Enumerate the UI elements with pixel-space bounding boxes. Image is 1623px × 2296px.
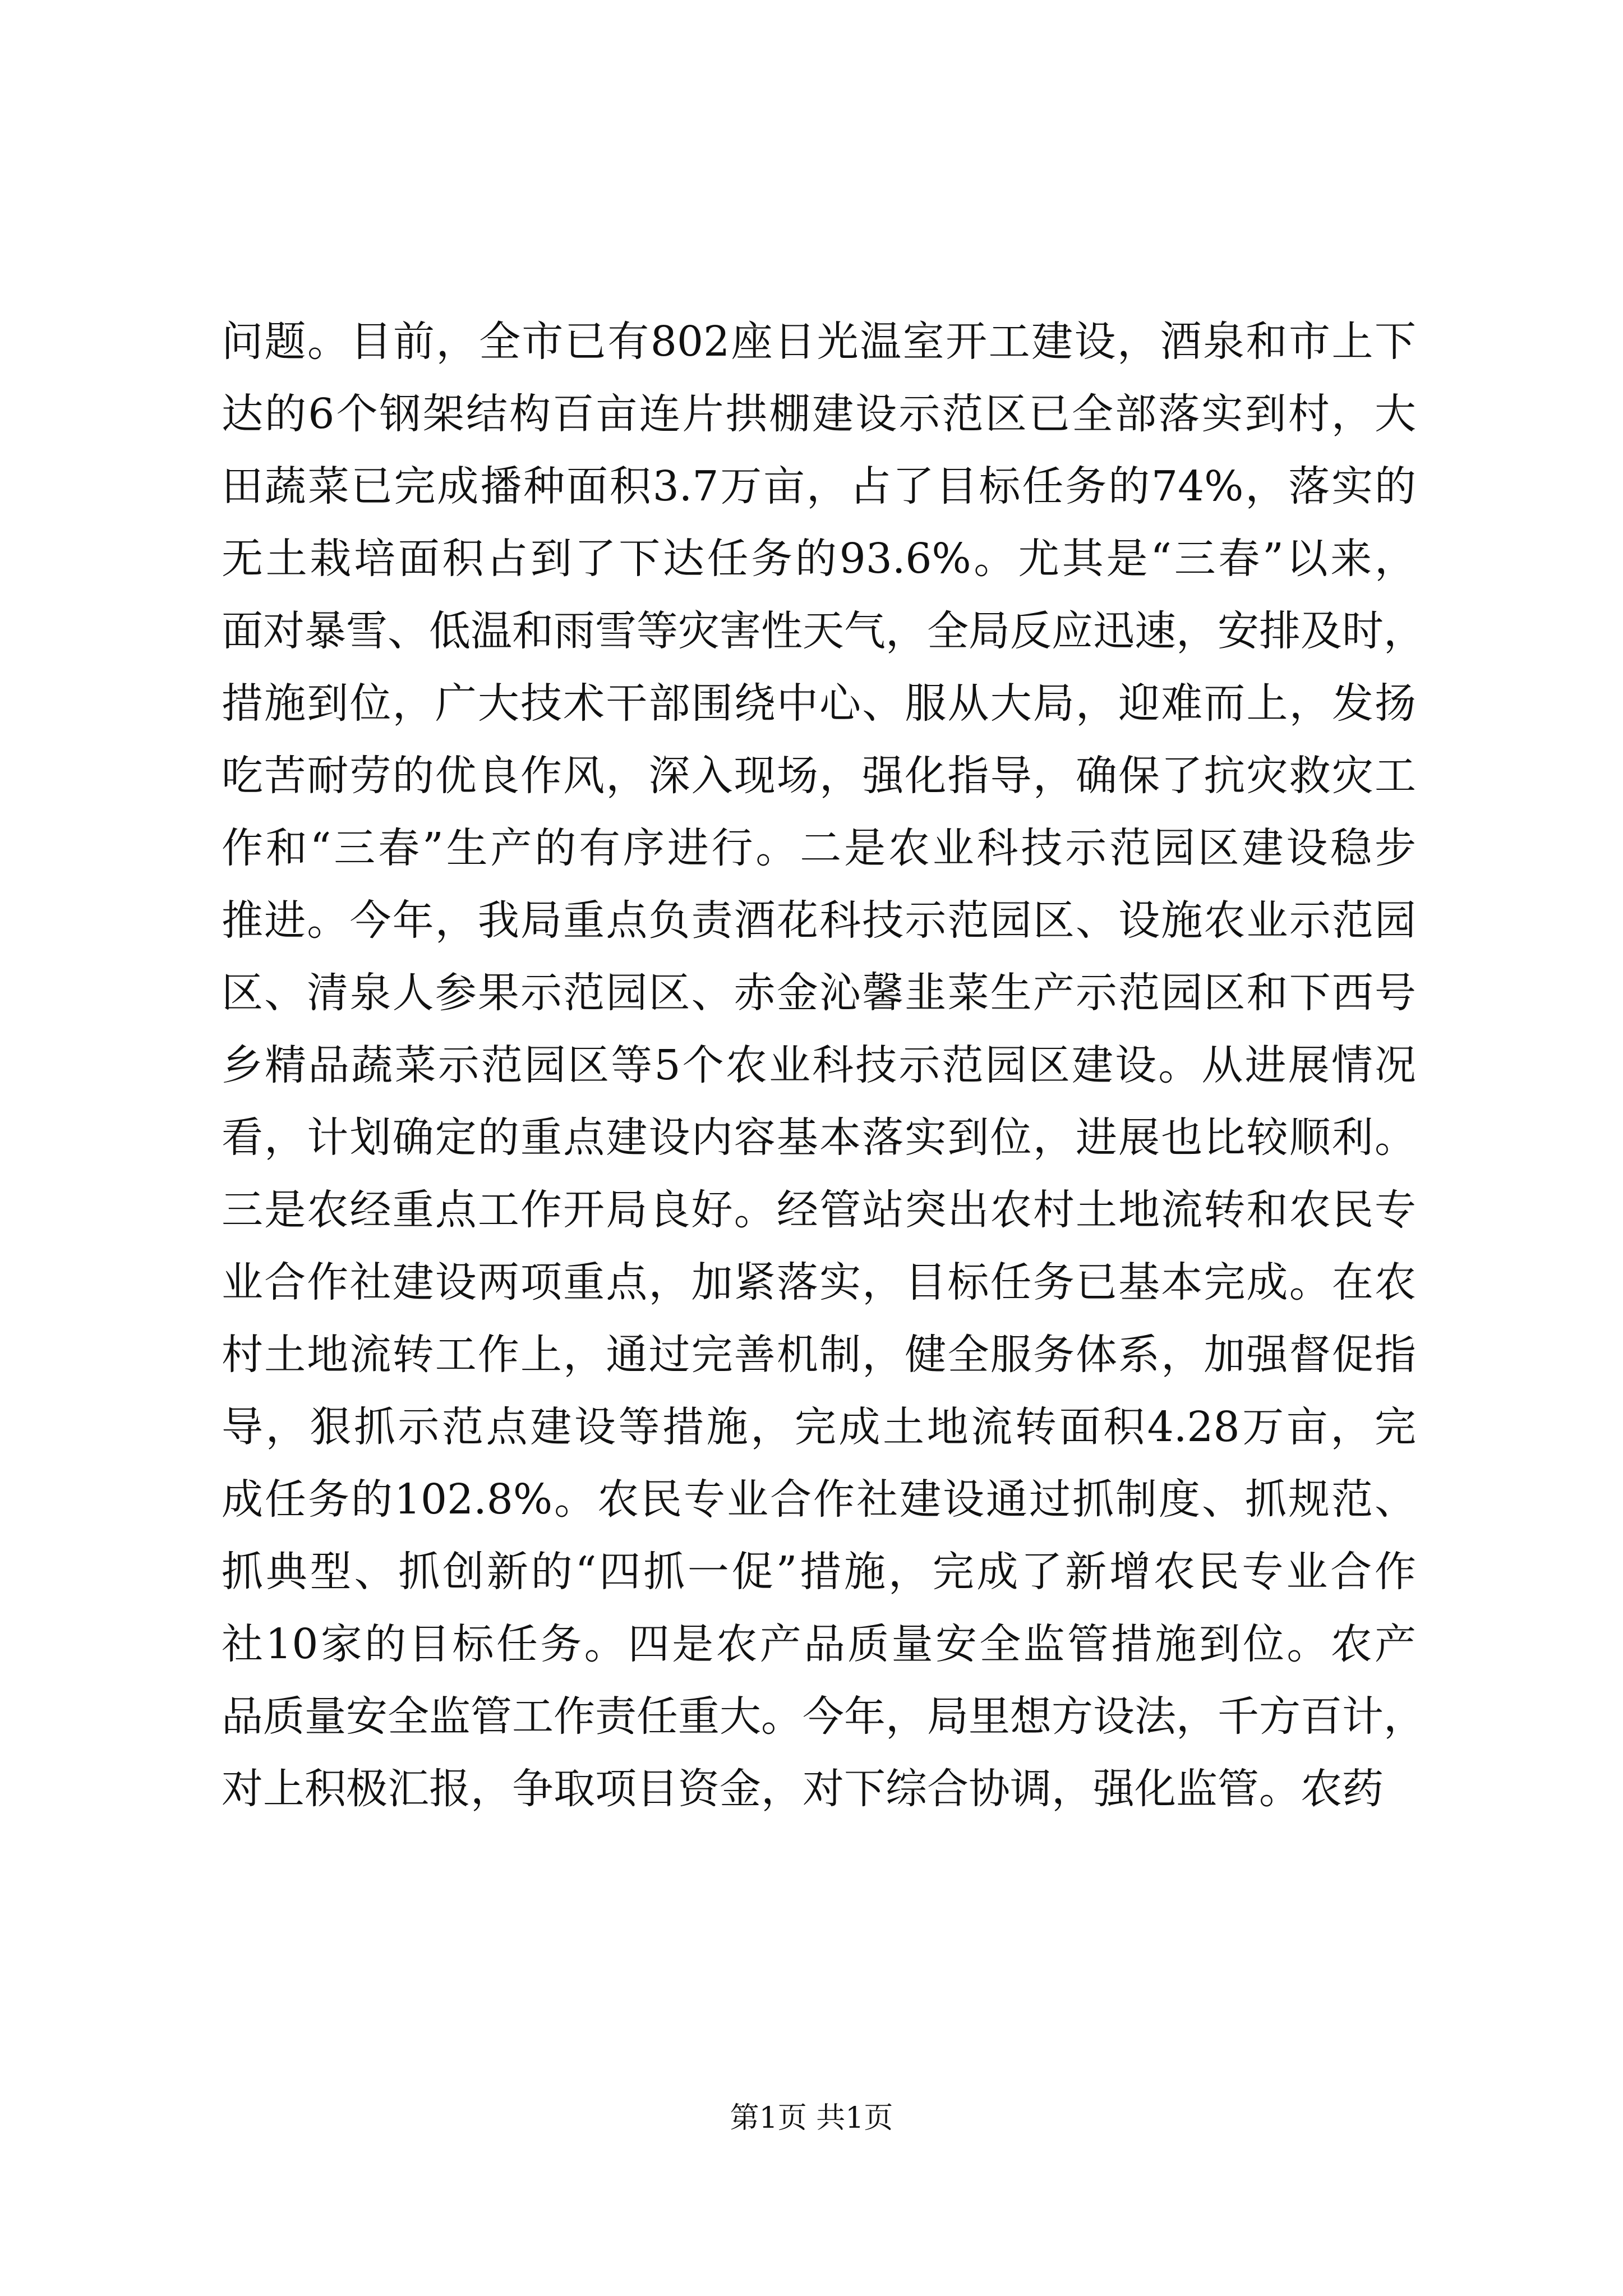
text-line: 业合作社建设两项重点，加紧落实，目标任务已基本完成。在农 [222,1258,1416,1306]
text-line: 对上积极汇报，争取项目资金，对下综合协调，强化监管。农药 [222,1765,1384,1813]
text-line: 村土地流转工作上，通过完善机制，健全服务体系，加强督促指 [222,1331,1416,1379]
text-line: 看，计划确定的重点建设内容基本落实到位，进展也比较顺利。 [222,1114,1416,1162]
text-line: 问题。目前，全市已有802座日光温室开工建设，酒泉和市上下 [222,318,1416,366]
text-line: 社10家的目标任务。四是农产品质量安全监管措施到位。农产 [222,1620,1416,1668]
text-line: 三是农经重点工作开局良好。经管站突出农村土地流转和农民专 [222,1186,1416,1234]
text-line: 推进。今年，我局重点负责酒花科技示范园区、设施农业示范园 [222,896,1416,945]
text-line: 抓典型、抓创新的“四抓一促”措施，完成了新增农民专业合作 [222,1548,1416,1596]
text-line: 面对暴雪、低温和雨雪等灾害性天气，全局反应迅速，安排及时， [222,607,1425,655]
text-line: 作和“三春”生产的有序进行。二是农业科技示范园区建设稳步 [222,824,1416,872]
text-line: 达的6个钢架结构百亩连片拱棚建设示范区已全部落实到村，大 [222,390,1416,438]
text-line: 田蔬菜已完成播种面积3.7万亩，占了目标任务的74%，落实的 [222,462,1416,510]
text-line: 导，狠抓示范点建设等措施，完成土地流转面积4.28万亩，完 [222,1403,1416,1451]
text-line: 无土栽培面积占到了下达任务的93.6%。尤其是“三春”以来， [222,535,1416,583]
text-line: 措施到位，广大技术干部围绕中心、服从大局，迎难而上，发扬 [222,679,1416,728]
page-number-footer: 第1页 共1页 [730,2101,893,2135]
text-line: 区、清泉人参果示范园区、赤金沁馨韭菜生产示范园区和下西号 [222,969,1416,1017]
text-line: 成任务的102.8%。农民专业合作社建设通过抓制度、抓规范、 [222,1475,1416,1524]
text-line: 乡精品蔬菜示范园区等5个农业科技示范园区建设。从进展情况 [222,1041,1416,1089]
text-line: 品质量安全监管工作责任重大。今年，局里想方设法，千方百计， [222,1692,1425,1741]
document-body [222,306,1425,1825]
text-line: 吃苦耐劳的优良作风，深入现场，强化指导，确保了抗灾救灾工 [222,752,1416,800]
